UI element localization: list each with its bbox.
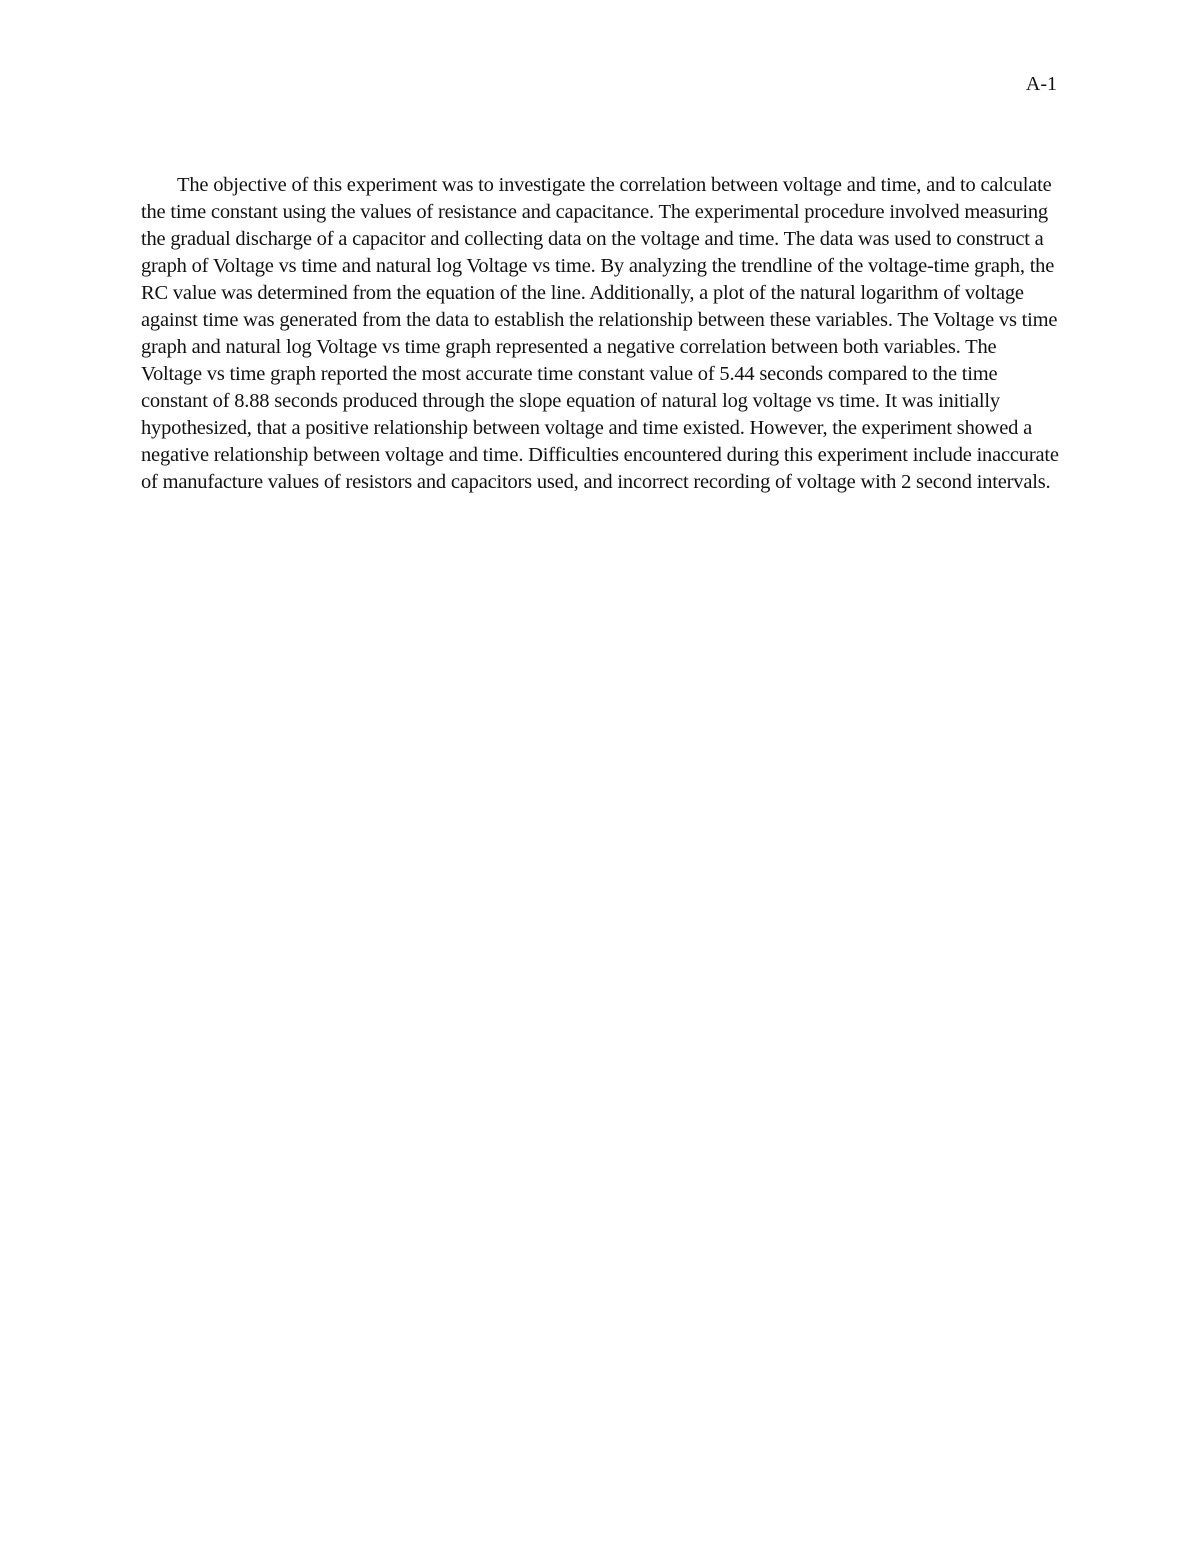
page-number: A-1 — [1025, 73, 1057, 95]
abstract-paragraph: The objective of this experiment was to investigate the correlation between voltage and time, and to calculate the time constant using the values of resistance and capacitance. The experimental procedure involved measuring the gradual discharge of a capacitor and collecting data on the voltage and time. The data was used to construct a graph of Voltage vs time and natural log Voltage vs time. By analyzing the trendline of the voltage-time graph, the RC value was determined from the equation of the line. Additionally, a plot of the natural logarithm of voltage against time was generated from the data to establish the relationship between these variables. The Voltage vs time graph and natural log Voltage vs time graph represented a negative correlation between both variables. The Voltage vs time graph reported the most accurate time constant value of 5.44 seconds compared to the time constant of 8.88 seconds produced through the slope equation of natural log voltage vs time. It was initially hypothesized, that a positive relationship between voltage and time existed. However, the experiment showed a negative relationship between voltage and time. Difficulties encountered during this experiment include inaccurate of manufacture values of resistors and capacitors used, and incorrect recording of voltage with 2 second intervals. — [141, 174, 1059, 493]
